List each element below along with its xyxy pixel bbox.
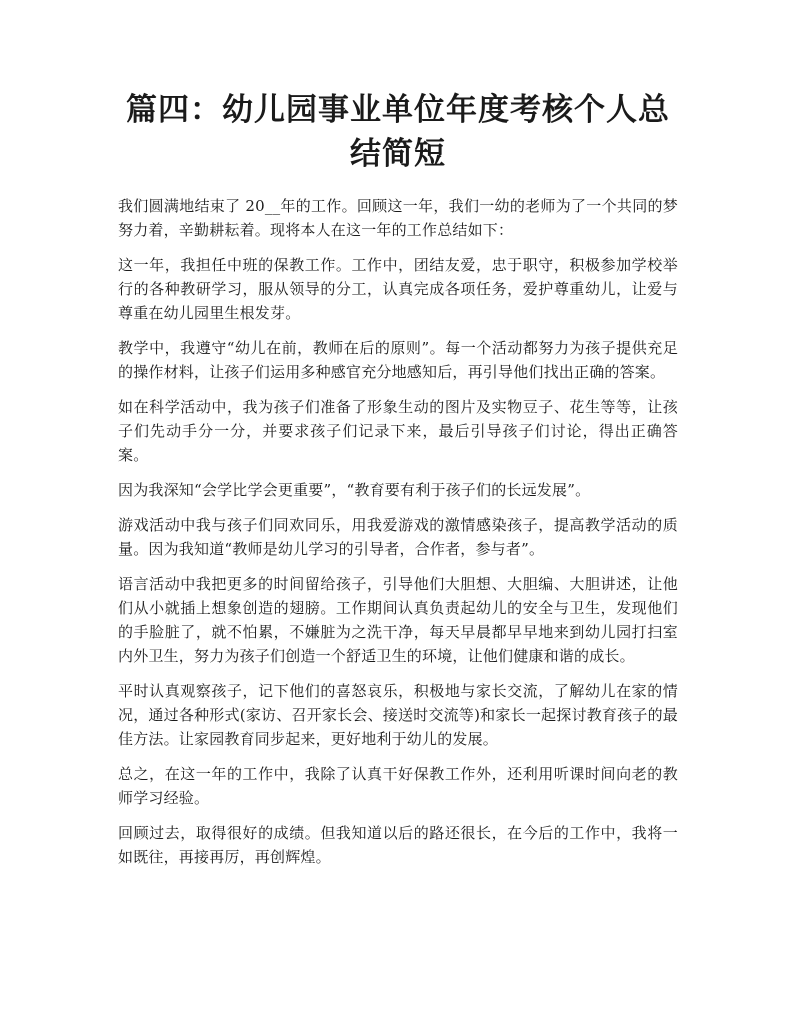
document-title: 篇四：幼儿园事业单位年度考核个人总结简短 (126, 92, 670, 172)
paragraph-outlook: 回顾过去，取得很好的成绩。但我知道以后的路还很长，在今后的工作中，我将一如既往，再接再厉，再创辉煌。 (118, 824, 678, 866)
paragraph-teaching: 教学中，我遵守“幼儿在前，教师在后的原则”。每一个活动都努力为孩子提供充足的操作材料，让孩子们运用多种感官充分地感知后，再引导他们找出正确的答案。 (118, 339, 678, 381)
paragraph-observation: 平时认真观察孩子，记下他们的喜怒哀乐，积极地与家长交流，了解幼儿在家的情况，通过各种形式(家访、召开家长会、接送时交流等)和家长一起探讨教育孩子的最佳方法。让家园教育同步起来，更好地利于幼儿的发展。 (118, 682, 678, 748)
paragraph-belief: 因为我深知“会学比学会更重要”，“教育要有利于孩子们的长远发展”。 (118, 481, 591, 499)
paragraph-intro: 我们圆满地结束了 20__年的工作。回顾这一年，我们一幼的老师为了一个共同的梦努力着，辛勤耕耘着。现将本人在这一年的工作总结如下： (118, 197, 678, 239)
paragraph-science: 如在科学活动中，我为孩子们准备了形象生动的图片及实物豆子、花生等等，让孩子们先动手分一分，并要求孩子们记录下来，最后引导孩子们讨论，得出正确答案。 (118, 398, 678, 464)
paragraph-role: 这一年，我担任中班的保教工作。工作中，团结友爱，忠于职守，积极参加学校举行的各种教研学习，服从领导的分工，认真完成各项任务，爱护尊重幼儿，让爱与尊重在幼儿园里生根发芽。 (118, 256, 678, 322)
paragraph-language: 语言活动中我把更多的时间留给孩子，引导他们大胆想、大胆编、大胆讲述，让他们从小就插上想象创造的翅膀。工作期间认真负责起幼儿的安全与卫生，发现他们的手脸脏了，就不怕累，不嫌脏为之洗干净，每天早晨都早早地来到幼儿园打扫室内外卫生，努力为孩子们创造一个舒适卫生的环境，让他们健康和谐的成长。 (118, 575, 678, 665)
paragraph-summary: 总之，在这一年的工作中，我除了认真干好保教工作外，还利用听课时间向老的教师学习经验。 (118, 765, 678, 807)
paragraph-games: 游戏活动中我与孩子们同欢同乐，用我爱游戏的激情感染孩子，提高教学活动的质量。因为我知道“教师是幼儿学习的引导者，合作者，参与者”。 (118, 516, 678, 558)
